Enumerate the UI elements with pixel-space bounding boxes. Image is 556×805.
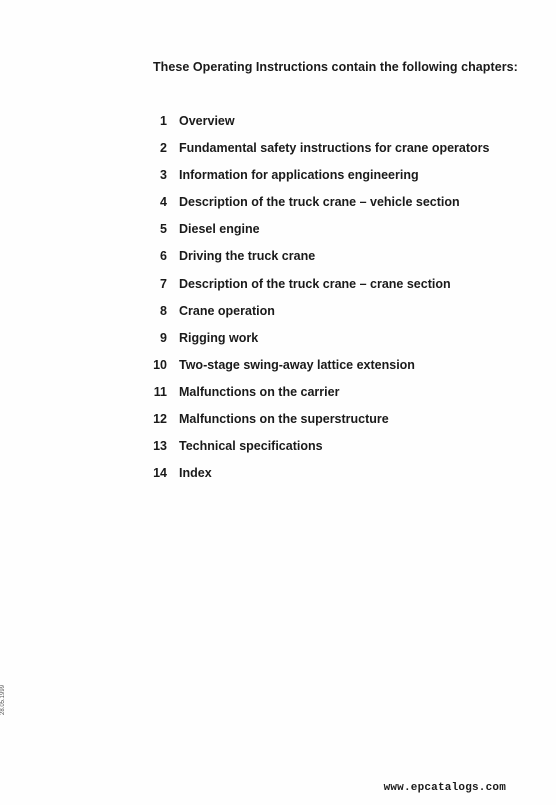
chapter-title: Driving the truck crane xyxy=(179,249,316,264)
chapter-title: Technical specifications xyxy=(179,439,323,454)
margin-date-code: 28.05.1999 xyxy=(0,684,6,716)
chapter-number: 10 xyxy=(153,357,167,372)
chapter-title: Description of the truck crane – crane section xyxy=(179,276,451,291)
chapter-title: Malfunctions on the superstructure xyxy=(179,412,389,427)
chapter-title: Index xyxy=(179,466,212,481)
chapter-title: Diesel engine xyxy=(179,222,260,237)
chapter-title: Malfunctions on the carrier xyxy=(179,384,340,399)
chapter-number: 2 xyxy=(160,141,167,156)
chapter-number: 11 xyxy=(153,384,167,399)
chapter-title: Description of the truck crane – vehicle section xyxy=(179,195,460,210)
chapter-title: Rigging work xyxy=(179,330,259,345)
chapter-title: Two-stage swing-away lattice extension xyxy=(179,357,415,372)
chapter-title: Information for applications engineering xyxy=(179,168,419,183)
chapter-number: 8 xyxy=(160,303,167,318)
intro-heading: These Operating Instructions contain the following chapters: xyxy=(153,60,518,74)
chapter-number: 3 xyxy=(160,168,167,183)
chapter-title: Fundamental safety instructions for crane operators xyxy=(179,141,490,156)
chapter-title: Crane operation xyxy=(179,303,275,318)
watermark-url: www.epcatalogs.com xyxy=(383,782,506,794)
chapter-number: 12 xyxy=(153,412,167,427)
chapter-number: 14 xyxy=(153,466,167,481)
chapter-number: 7 xyxy=(160,276,167,291)
chapter-number: 6 xyxy=(160,249,167,264)
chapter-number: 1 xyxy=(160,114,167,128)
chapter-number: 13 xyxy=(153,439,167,454)
chapter-number: 9 xyxy=(160,330,167,345)
chapter-number: 5 xyxy=(160,222,167,237)
chapter-number: 4 xyxy=(160,195,167,210)
chapter-title: Overview xyxy=(179,114,235,128)
